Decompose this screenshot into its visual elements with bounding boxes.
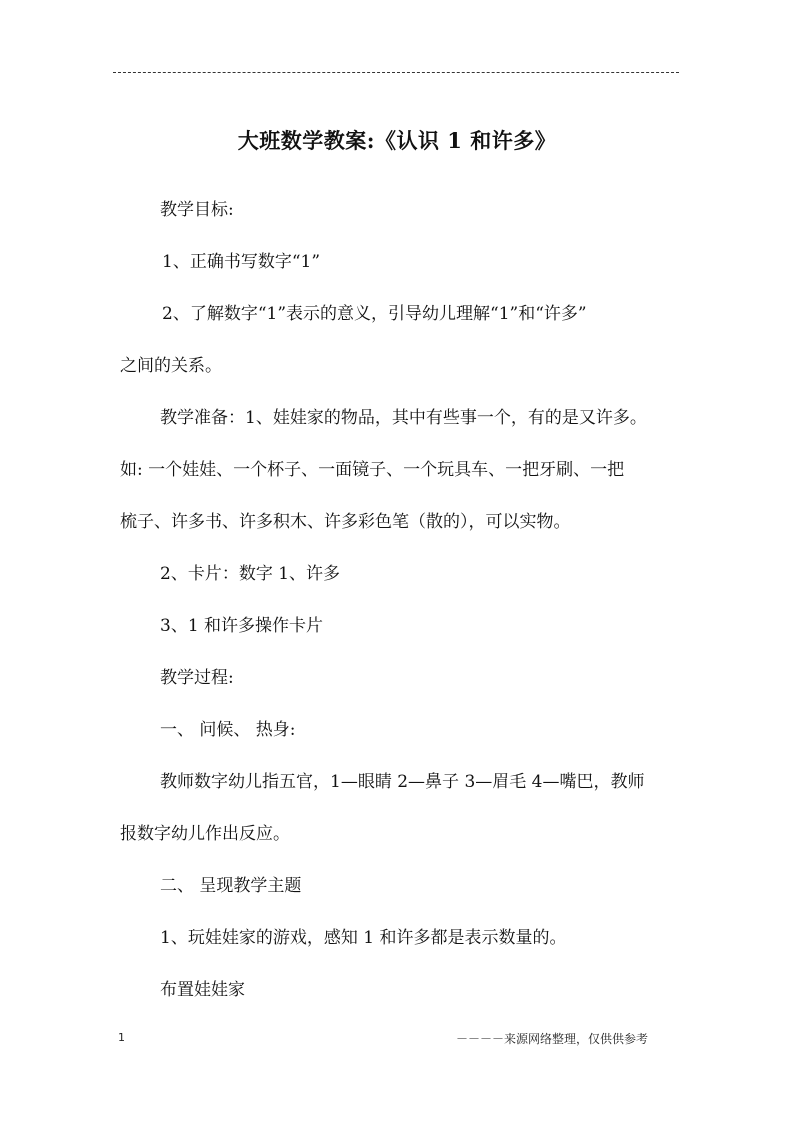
paragraph-line: 梳子、许多书、许多积木、许多彩色笔（散的），可以实物。 (120, 512, 571, 532)
paragraph-line: 如: 一个娃娃、一个杯子、一面镜子、一个玩具车、一把牙刷、一把 (120, 460, 625, 480)
paragraph-line: 1、玩娃娃家的游戏，感知 1 和许多都是表示数量的。 (160, 928, 567, 948)
paragraph-line: 1、正确书写数字“1” (162, 252, 321, 272)
paragraph-line: 2、了解数字“1”表示的意义，引导幼儿理解“1”和“许多” (162, 304, 587, 324)
section-heading-objectives: 教学目标: (160, 200, 234, 220)
subsection-heading: 一、 问候、 热身: (160, 720, 296, 740)
paragraph-line: 2、卡片：数字 1、许多 (160, 564, 341, 584)
paragraph-line: 之间的关系。 (120, 356, 222, 376)
document-title: 大班数学教案:《认识 1 和许多》 (237, 128, 557, 153)
paragraph-line: 教师数字幼儿指五官，1—眼睛 2—鼻子 3—眉毛 4—嘴巴，教师 (160, 772, 645, 792)
footer-source-note: －－－－来源网络整理，仅供供参考 (456, 1032, 649, 1046)
page-number: 1 (118, 1031, 125, 1044)
header-dashed-rule (113, 72, 679, 73)
subsection-heading: 二、 呈现教学主题 (160, 876, 302, 896)
paragraph-line: 报数字幼儿作出反应。 (120, 824, 290, 844)
paragraph-line: 3、1 和许多操作卡片 (160, 616, 324, 636)
paragraph-line: 教学准备：1、娃娃家的物品，其中有些事一个，有的是又许多。 (160, 408, 647, 428)
paragraph-line: 布置娃娃家 (160, 980, 245, 1000)
section-heading-process: 教学过程: (160, 668, 234, 688)
